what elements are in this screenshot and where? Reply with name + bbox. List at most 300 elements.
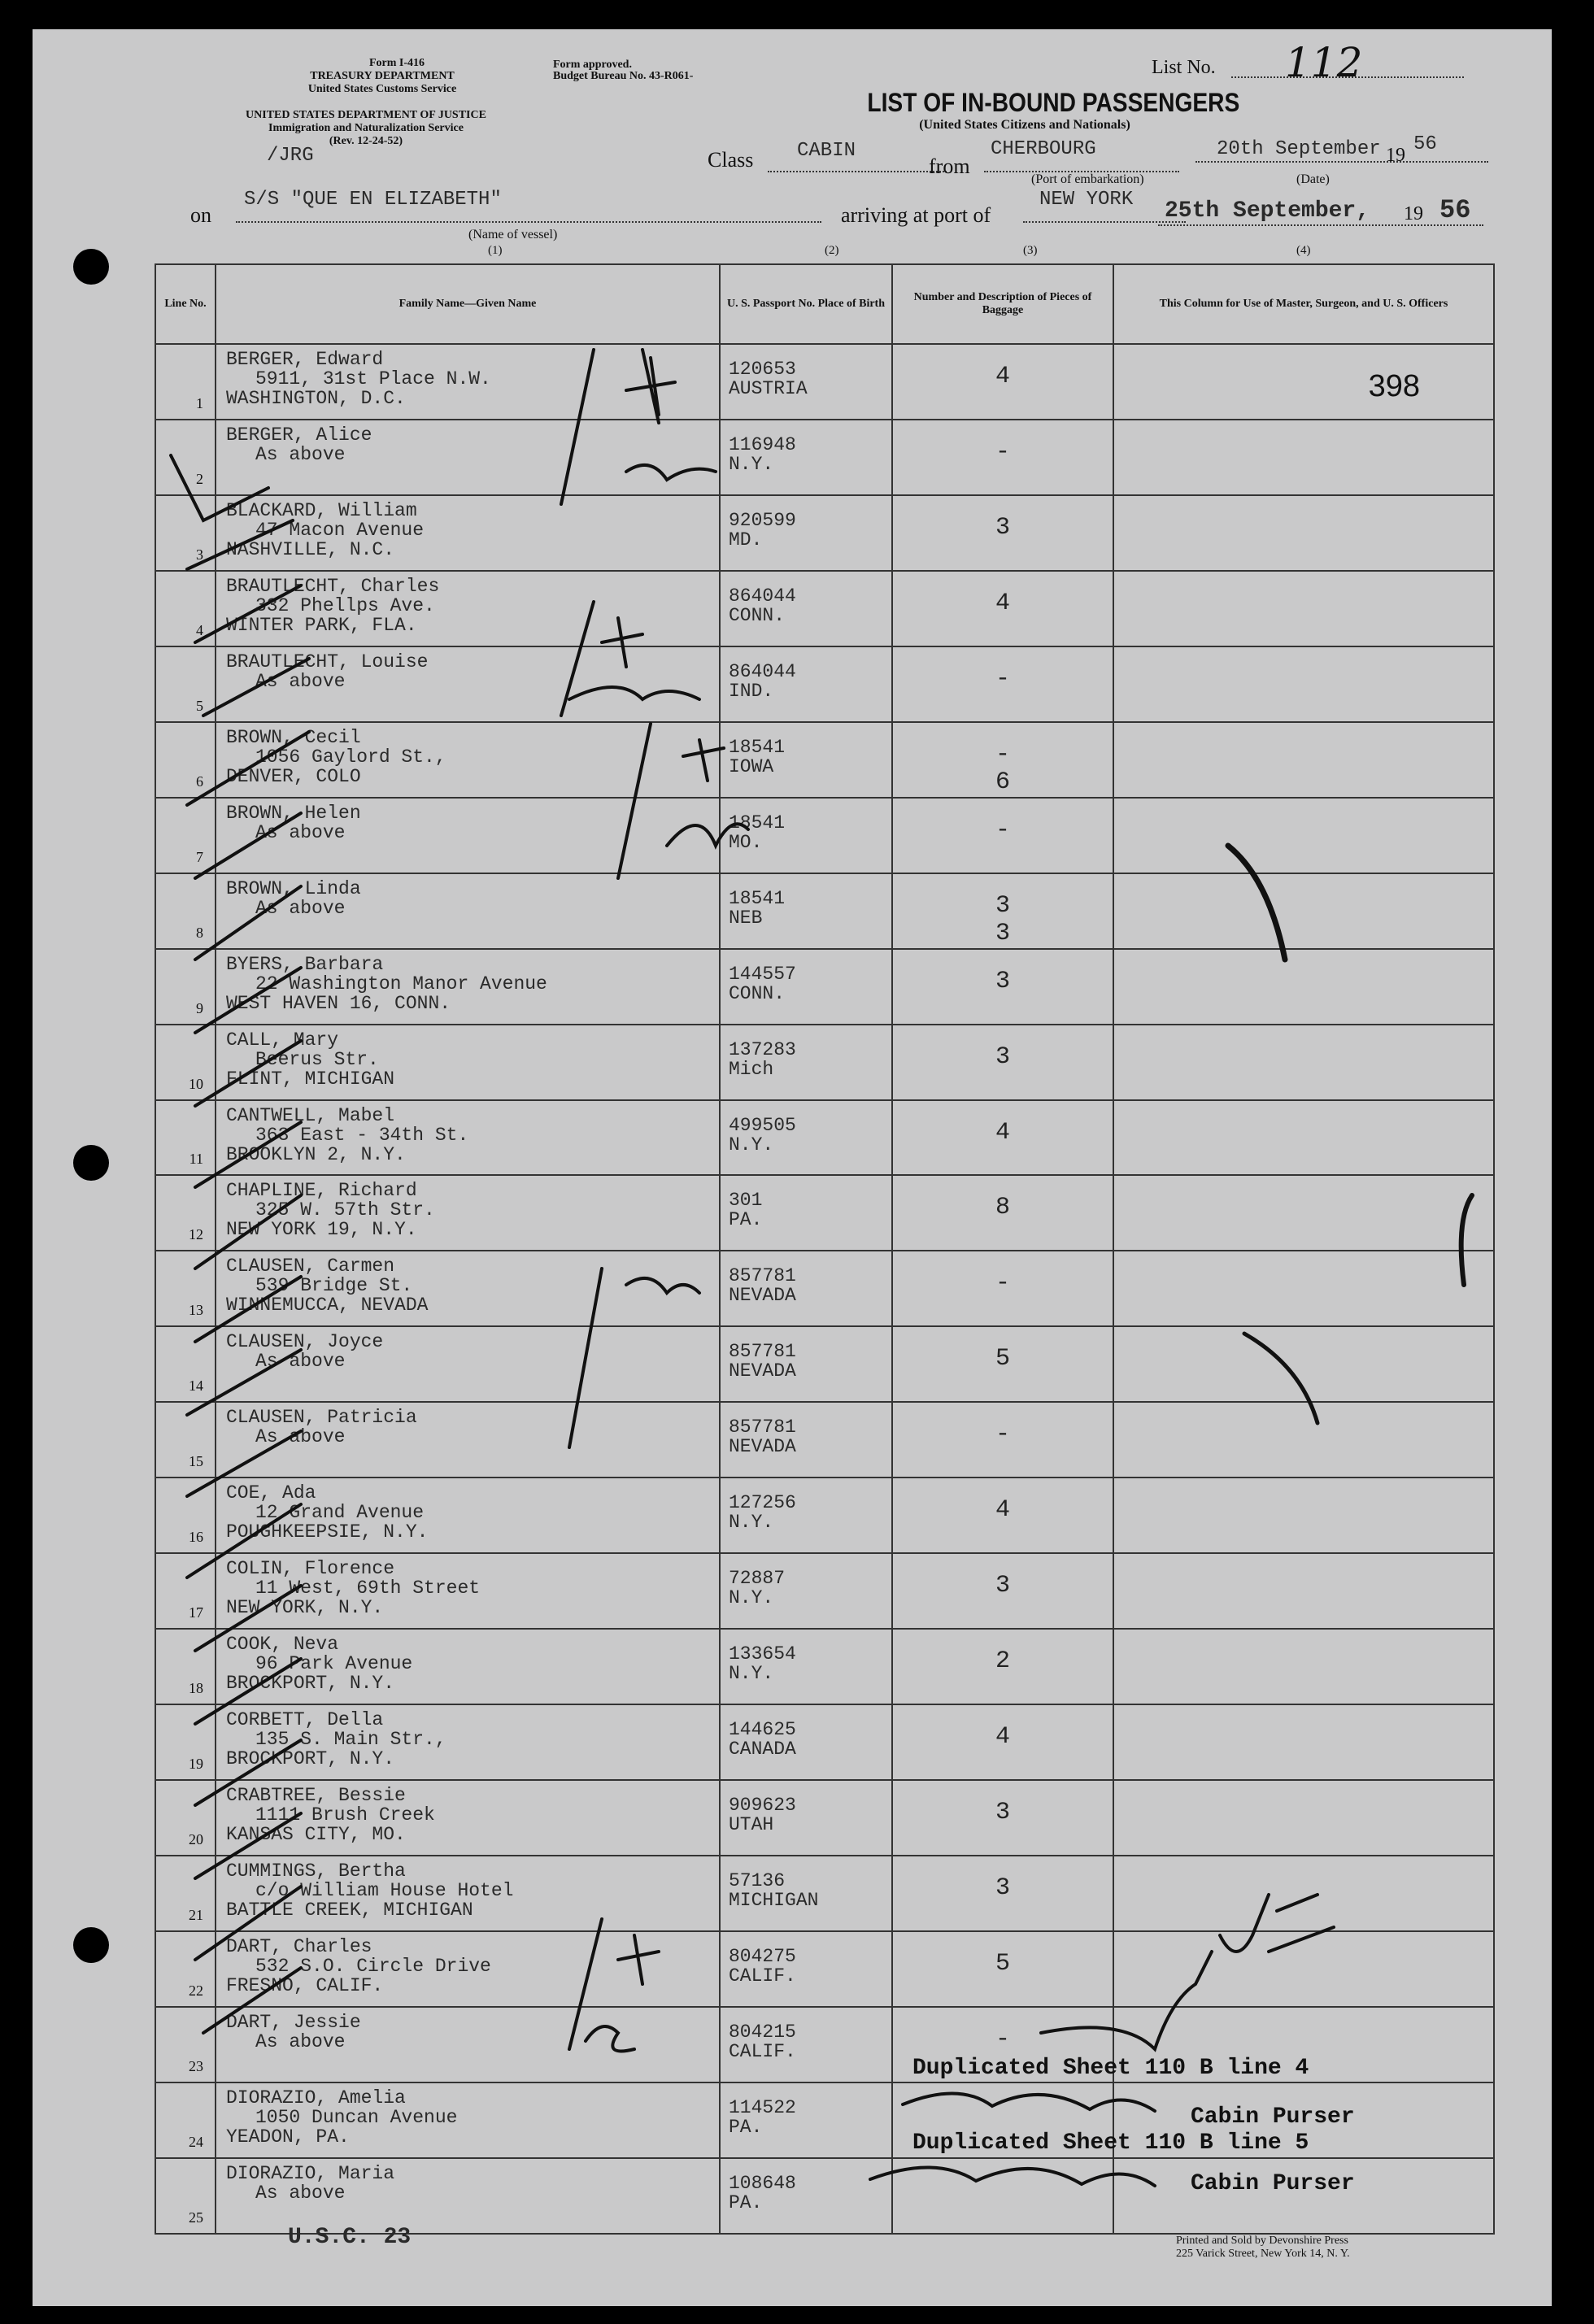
officer-note <box>1114 1478 1493 1503</box>
line-number-cell <box>155 344 216 420</box>
address-line-1: 96 Park Avenue <box>255 1653 413 1675</box>
officer-cell <box>1113 873 1494 949</box>
treasury-label: TREASURY DEPARTMENT <box>310 70 455 82</box>
clerk-initials: /JRG <box>267 145 314 167</box>
passenger-name: CLAUSEN, Joyce <box>226 1331 384 1353</box>
baggage-count: - <box>995 2025 1010 2053</box>
place-of-birth: UTAH <box>729 1814 774 1836</box>
officer-cell <box>1113 949 1494 1025</box>
officer-note <box>1114 723 1493 747</box>
passport-number: 857781 <box>729 1341 796 1363</box>
passport-cell <box>720 1553 892 1629</box>
passport-cell <box>720 1856 892 1931</box>
baggage-count: 3 <box>995 1042 1010 1071</box>
passport-cell <box>720 1704 892 1780</box>
page-subtitle: (United States Citizens and Nationals) <box>919 118 1130 132</box>
officer-note <box>1114 2008 1493 2032</box>
officer-cell <box>1113 1175 1494 1251</box>
arrival-year-prefix: 19 <box>1404 203 1423 224</box>
col-header-line: Line No. <box>155 264 216 344</box>
punch-hole <box>73 249 109 285</box>
passport-number: 920599 <box>729 509 796 531</box>
passport-number: 301 <box>729 1190 763 1212</box>
vessel-name: S/S "QUE EN ELIZABETH" <box>244 189 502 211</box>
place-of-birth: N.Y. <box>729 1663 774 1685</box>
line-number: 6 <box>196 772 203 790</box>
name-cell <box>216 1856 720 1931</box>
officer-note <box>1114 1932 1493 1956</box>
officer-note <box>1114 1554 1493 1578</box>
name-cell <box>216 1553 720 1629</box>
baggage-cell <box>892 1856 1113 1931</box>
address-line-1: 532 S.O. Circle Drive <box>255 1956 491 1978</box>
baggage-count: 3 <box>995 513 1010 542</box>
place-of-birth: N.Y. <box>729 1587 774 1609</box>
usc-code: U.S.C. 23 <box>288 2225 412 2250</box>
passport-number: 127256 <box>729 1492 796 1514</box>
form-approved: Form approved. <box>553 59 632 71</box>
address-line-2: WASHINGTON, D.C. <box>226 388 406 409</box>
line-number: 7 <box>196 848 203 865</box>
passport-cell <box>720 1251 892 1326</box>
name-cell <box>216 646 720 722</box>
table-row <box>155 1553 1494 1629</box>
passport-cell <box>720 1326 892 1402</box>
passport-cell <box>720 1931 892 2007</box>
baggage-cell <box>892 949 1113 1025</box>
officer-cell <box>1113 1629 1494 1704</box>
passenger-name: CUMMINGS, Bertha <box>226 1861 406 1882</box>
passport-number: 857781 <box>729 1265 796 1287</box>
passenger-name: BYERS, Barbara <box>226 953 384 975</box>
table-row <box>155 1025 1494 1100</box>
passenger-name: BLACKARD, William <box>226 499 417 521</box>
line-number-cell <box>155 722 216 798</box>
passport-number: 72887 <box>729 1568 786 1590</box>
address-line-2: KANSAS CITY, MO. <box>226 1824 406 1846</box>
arrival-date-underline <box>1158 224 1483 226</box>
passport-number: 133654 <box>729 1643 796 1665</box>
officer-note <box>1114 1327 1493 1351</box>
baggage-count: 5 <box>995 1950 1010 1978</box>
line-number-cell <box>155 495 216 571</box>
table-row <box>155 1856 1494 1931</box>
baggage-count: 3 <box>995 1874 1010 1903</box>
place-of-birth: NEB <box>729 907 763 929</box>
passport-number: 120653 <box>729 359 796 380</box>
officer-cell <box>1113 1553 1494 1629</box>
printer-line-2: 225 Varick Street, New York 14, N. Y. <box>1176 2248 1350 2260</box>
address-line-2: YEADON, PA. <box>226 2126 350 2148</box>
table-row <box>155 1931 1494 2007</box>
passport-number: 864044 <box>729 585 796 607</box>
departure-year-suffix: 56 <box>1413 133 1437 155</box>
baggage-count: 2 <box>995 1647 1010 1676</box>
name-cell <box>216 1780 720 1856</box>
passport-number: 114522 <box>729 2096 796 2118</box>
officer-note <box>1114 1705 1493 1730</box>
vessel-underline <box>236 221 821 223</box>
baggage-count: 3 <box>995 1572 1010 1600</box>
line-number-cell <box>155 1326 216 1402</box>
line-number-cell <box>155 1025 216 1100</box>
name-cell <box>216 873 720 949</box>
baggage-cell <box>892 2158 1113 2234</box>
passport-number: 804275 <box>729 1946 796 1968</box>
name-cell <box>216 344 720 420</box>
place-of-birth: CALIF. <box>729 2040 796 2062</box>
baggage-count: - <box>995 1421 1010 1449</box>
name-cell <box>216 949 720 1025</box>
place-of-birth: CONN. <box>729 604 786 626</box>
passenger-name: BERGER, Edward <box>226 349 384 370</box>
baggage-count: - <box>995 664 1010 693</box>
passenger-name: CORBETT, Della <box>226 1709 384 1731</box>
address-line-2: BROCKPORT, N.Y. <box>226 1748 395 1770</box>
name-cell <box>216 1629 720 1704</box>
place-of-birth: CALIF. <box>729 1965 796 1987</box>
line-number: 22 <box>189 1982 203 1999</box>
table-header-row <box>155 264 1494 344</box>
address-line-1: 363 East - 34th St. <box>255 1124 469 1146</box>
line-number: 10 <box>189 1075 203 1092</box>
table-row <box>155 1478 1494 1553</box>
passport-number: 144625 <box>729 1719 796 1741</box>
passenger-name: CRABTREE, Bessie <box>226 1785 406 1807</box>
address-line-1: As above <box>255 897 346 919</box>
line-number-cell <box>155 571 216 646</box>
officer-cell <box>1113 1326 1494 1402</box>
baggage-cell <box>892 646 1113 722</box>
place-of-birth: MICHIGAN <box>729 1890 819 1912</box>
line-number-cell <box>155 1856 216 1931</box>
address-line-1: Beerus Str. <box>255 1048 379 1070</box>
address-line-2: NEW YORK, N.Y. <box>226 1597 384 1619</box>
officer-cell <box>1113 571 1494 646</box>
passenger-name: DART, Charles <box>226 1936 372 1958</box>
address-line-2: FLINT, MICHIGAN <box>226 1068 395 1090</box>
name-cell <box>216 571 720 646</box>
address-line-2: BROCKPORT, N.Y. <box>226 1673 395 1695</box>
address-line-1: As above <box>255 443 346 465</box>
officer-cell <box>1113 1856 1494 1931</box>
port-embark-caption: (Port of embarkation) <box>1031 172 1144 186</box>
line-number: 23 <box>189 2057 203 2074</box>
address-line-2: BROOKLYN 2, N.Y. <box>226 1143 406 1165</box>
col-header-baggage: Number and Description of Pieces of Baggage <box>892 264 1113 344</box>
name-cell <box>216 1478 720 1553</box>
passenger-name: DIORAZIO, Maria <box>226 2162 395 2184</box>
name-cell <box>216 2082 720 2158</box>
line-number: 12 <box>189 1226 203 1243</box>
address-line-1: 1050 Duncan Avenue <box>255 2106 458 2128</box>
address-line-2: NEW YORK 19, N.Y. <box>226 1219 417 1241</box>
address-line-1: As above <box>255 1426 346 1448</box>
passenger-name: CANTWELL, Mabel <box>226 1104 395 1126</box>
baggage-cell <box>892 420 1113 495</box>
baggage-count: - <box>995 1269 1010 1298</box>
line-number-cell <box>155 798 216 873</box>
address-line-2: BATTLE CREEK, MICHIGAN <box>226 1900 473 1921</box>
baggage-cell <box>892 1175 1113 1251</box>
place-of-birth: IOWA <box>729 755 774 777</box>
baggage-count: 4 <box>995 363 1010 390</box>
baggage-count: - <box>995 816 1010 844</box>
baggage-cell <box>892 1251 1113 1326</box>
baggage-count: - <box>995 740 1010 768</box>
passport-cell <box>720 2007 892 2082</box>
date-caption: (Date) <box>1296 172 1330 186</box>
address-line-2: NASHVILLE, N.C. <box>226 538 395 560</box>
column-index-3: (3) <box>1023 244 1038 257</box>
baggage-count: 3 <box>995 967 1010 995</box>
line-number-cell <box>155 1402 216 1478</box>
passport-number: 108648 <box>729 2172 796 2194</box>
officer-cell <box>1113 1478 1494 1553</box>
officer-cell <box>1113 1704 1494 1780</box>
table-row <box>155 344 1494 420</box>
column-index-2: (2) <box>825 244 839 257</box>
line-number-cell <box>155 2082 216 2158</box>
page-title: LIST OF IN-BOUND PASSENGERS <box>867 88 1240 117</box>
baggage-count: 5 <box>995 1345 1010 1373</box>
address-line-1: 325 W. 57th Str. <box>255 1199 435 1221</box>
passenger-name: CHAPLINE, Richard <box>226 1180 417 1202</box>
name-cell <box>216 1704 720 1780</box>
line-number: 20 <box>189 1831 203 1848</box>
baggage-cell <box>892 1326 1113 1402</box>
line-number: 1 <box>196 394 203 411</box>
line-number: 4 <box>196 621 203 638</box>
place-of-birth: NEVADA <box>729 1436 796 1458</box>
passport-cell <box>720 798 892 873</box>
officer-cell <box>1113 1780 1494 1856</box>
passport-cell <box>720 949 892 1025</box>
passport-number: 18541 <box>729 736 786 758</box>
address-line-2: WINTER PARK, FLA. <box>226 614 417 636</box>
table-row <box>155 1704 1494 1780</box>
revision-label: (Rev. 12-24-52) <box>329 135 403 147</box>
line-number-cell <box>155 1780 216 1856</box>
baggage-cell <box>892 495 1113 571</box>
passport-cell <box>720 420 892 495</box>
line-number: 21 <box>189 1907 203 1924</box>
address-line-1: 47 Macon Avenue <box>255 519 425 541</box>
line-number-cell <box>155 1251 216 1326</box>
line-number: 3 <box>196 546 203 563</box>
passport-cell <box>720 2082 892 2158</box>
place-of-birth: CANADA <box>729 1739 796 1760</box>
passport-cell <box>720 646 892 722</box>
table-row <box>155 873 1494 949</box>
place-of-birth: Mich <box>729 1058 774 1080</box>
address-line-1: 1056 Gaylord St., <box>255 746 446 768</box>
duplicated-stamp-line-4: Duplicated Sheet 110 B line 4 <box>912 2056 1309 2081</box>
list-no-value: 112 <box>1285 39 1363 86</box>
passport-cell <box>720 571 892 646</box>
passenger-name: COE, Ada <box>226 1482 316 1504</box>
baggage-cell <box>892 1402 1113 1478</box>
passenger-name: BROWN, Cecil <box>226 726 361 748</box>
passport-number: 499505 <box>729 1114 796 1136</box>
officer-note <box>1114 874 1493 899</box>
passport-cell <box>720 1025 892 1100</box>
date-underline <box>1196 161 1488 163</box>
arrival-year-suffix: 56 <box>1439 195 1471 225</box>
list-no-label: List No. <box>1152 57 1216 78</box>
line-number: 9 <box>196 999 203 1016</box>
passenger-name: COOK, Neva <box>226 1634 339 1656</box>
line-number: 25 <box>189 2209 203 2226</box>
table-row <box>155 798 1494 873</box>
place-of-birth: MD. <box>729 529 763 551</box>
passenger-name: DART, Jessie <box>226 2011 361 2033</box>
officer-note <box>1114 1630 1493 1654</box>
passenger-name: COLIN, Florence <box>226 1558 395 1580</box>
baggage-cell <box>892 798 1113 873</box>
line-number-cell <box>155 1478 216 1553</box>
place-of-birth: NEVADA <box>729 1285 796 1307</box>
address-line-1: 5911, 31st Place N.W. <box>255 368 491 390</box>
place-of-birth: NEVADA <box>729 1360 796 1382</box>
officer-note <box>1114 1856 1493 1881</box>
line-number: 16 <box>189 1529 203 1546</box>
line-number: 14 <box>189 1377 203 1395</box>
column-index-4: (4) <box>1296 244 1311 257</box>
passport-cell <box>720 1478 892 1553</box>
baggage-cell <box>892 1931 1113 2007</box>
arriving-label: arriving at port of <box>841 203 991 227</box>
passenger-name: CLAUSEN, Patricia <box>226 1407 417 1429</box>
passenger-name: BROWN, Helen <box>226 802 361 824</box>
officer-note <box>1114 1101 1493 1125</box>
address-line-1: As above <box>255 670 346 692</box>
passport-number: 18541 <box>729 887 786 909</box>
form-number: Form I-416 <box>368 57 425 69</box>
passport-cell <box>720 2158 892 2234</box>
passport-number: 144557 <box>729 963 796 985</box>
passport-cell <box>720 1175 892 1251</box>
officer-note <box>1114 1403 1493 1427</box>
officer-note <box>1114 420 1493 445</box>
passport-number: 116948 <box>729 433 796 455</box>
officer-cell <box>1113 722 1494 798</box>
baggage-cell <box>892 873 1113 949</box>
place-of-birth: CONN. <box>729 982 786 1004</box>
line-number-cell <box>155 873 216 949</box>
table-row <box>155 1100 1494 1176</box>
baggage-cell <box>892 571 1113 646</box>
passport-number: 804215 <box>729 2021 796 2043</box>
officer-cell <box>1113 1251 1494 1326</box>
officer-cell <box>1113 1100 1494 1176</box>
purser-label-1: Cabin Purser <box>1191 2104 1355 2130</box>
baggage-count-2: 3 <box>995 919 1010 947</box>
address-line-1: As above <box>255 2182 346 2204</box>
place-of-birth: MO. <box>729 831 763 853</box>
address-line-2: WINNEMUCCA, NEVADA <box>226 1295 429 1316</box>
baggage-cell <box>892 1478 1113 1553</box>
punch-hole <box>73 1145 109 1181</box>
officer-cell <box>1113 495 1494 571</box>
table-row <box>155 1175 1494 1251</box>
baggage-count: 8 <box>995 1194 1010 1222</box>
place-of-birth: N.Y. <box>729 1512 774 1534</box>
place-of-birth: N.Y. <box>729 453 774 475</box>
line-number: 11 <box>189 1151 203 1168</box>
passenger-name: CLAUSEN, Carmen <box>226 1256 395 1277</box>
col-header-passport: U. S. Passport No. Place of Birth <box>720 264 892 344</box>
baggage-cell <box>892 1629 1113 1704</box>
col-header-name: Family Name—Given Name <box>216 264 720 344</box>
class-value: CABIN <box>797 140 856 162</box>
duplicated-stamp-line-5: Duplicated Sheet 110 B line 5 <box>912 2130 1309 2156</box>
passport-number: 57136 <box>729 1870 786 1892</box>
officer-note <box>1114 1781 1493 1805</box>
name-cell <box>216 1175 720 1251</box>
from-value: CHERBOURG <box>991 138 1096 160</box>
officer-cell <box>1113 646 1494 722</box>
officer-note <box>1114 647 1493 672</box>
name-cell <box>216 495 720 571</box>
line-number-cell <box>155 2158 216 2234</box>
passenger-table <box>155 263 1495 2235</box>
name-cell <box>216 1100 720 1176</box>
line-number-cell <box>155 1704 216 1780</box>
address-line-1: 12 Grand Avenue <box>255 1502 425 1524</box>
officer-note: 398 <box>1368 369 1420 403</box>
address-line-1: 135 S. Main Str., <box>255 1729 446 1751</box>
line-number-cell <box>155 646 216 722</box>
class-label: Class <box>708 148 754 172</box>
line-number: 15 <box>189 1453 203 1470</box>
baggage-cell <box>892 1704 1113 1780</box>
passport-number: 857781 <box>729 1417 796 1438</box>
passport-number: 18541 <box>729 812 786 833</box>
customs-label: United States Customs Service <box>307 83 457 95</box>
passport-cell <box>720 1100 892 1176</box>
address-line-1: 11 West, 69th Street <box>255 1578 481 1599</box>
punch-hole <box>73 1927 109 1963</box>
departure-date: 20th September <box>1217 138 1381 160</box>
address-line-1: 539 Bridge St. <box>255 1275 413 1297</box>
line-number: 18 <box>189 1680 203 1697</box>
name-cell <box>216 420 720 495</box>
passenger-name: DIORAZIO, Amelia <box>226 2087 406 2109</box>
name-cell <box>216 1931 720 2007</box>
officer-note <box>1114 1176 1493 1200</box>
place-of-birth: PA. <box>729 2191 763 2213</box>
baggage-count: 3 <box>995 1799 1010 1827</box>
table-row <box>155 1326 1494 1402</box>
address-line-1: As above <box>255 2030 346 2052</box>
baggage-cell <box>892 722 1113 798</box>
name-cell <box>216 1251 720 1326</box>
officer-note <box>1114 1025 1493 1050</box>
officer-note <box>1114 572 1493 596</box>
line-number-cell <box>155 1553 216 1629</box>
table-row <box>155 646 1494 722</box>
departure-year-prefix: 19 <box>1386 145 1405 166</box>
place-of-birth: PA. <box>729 1209 763 1231</box>
col-header-officers: This Column for Use of Master, Surgeon, and U. S. Officers <box>1113 264 1494 344</box>
address-line-2: POUGHKEEPSIE, N.Y. <box>226 1521 429 1543</box>
passport-number: 864044 <box>729 660 796 682</box>
line-number-cell <box>155 1175 216 1251</box>
from-label: from <box>929 154 970 178</box>
baggage-count-2: 6 <box>995 768 1010 796</box>
passport-cell <box>720 1629 892 1704</box>
